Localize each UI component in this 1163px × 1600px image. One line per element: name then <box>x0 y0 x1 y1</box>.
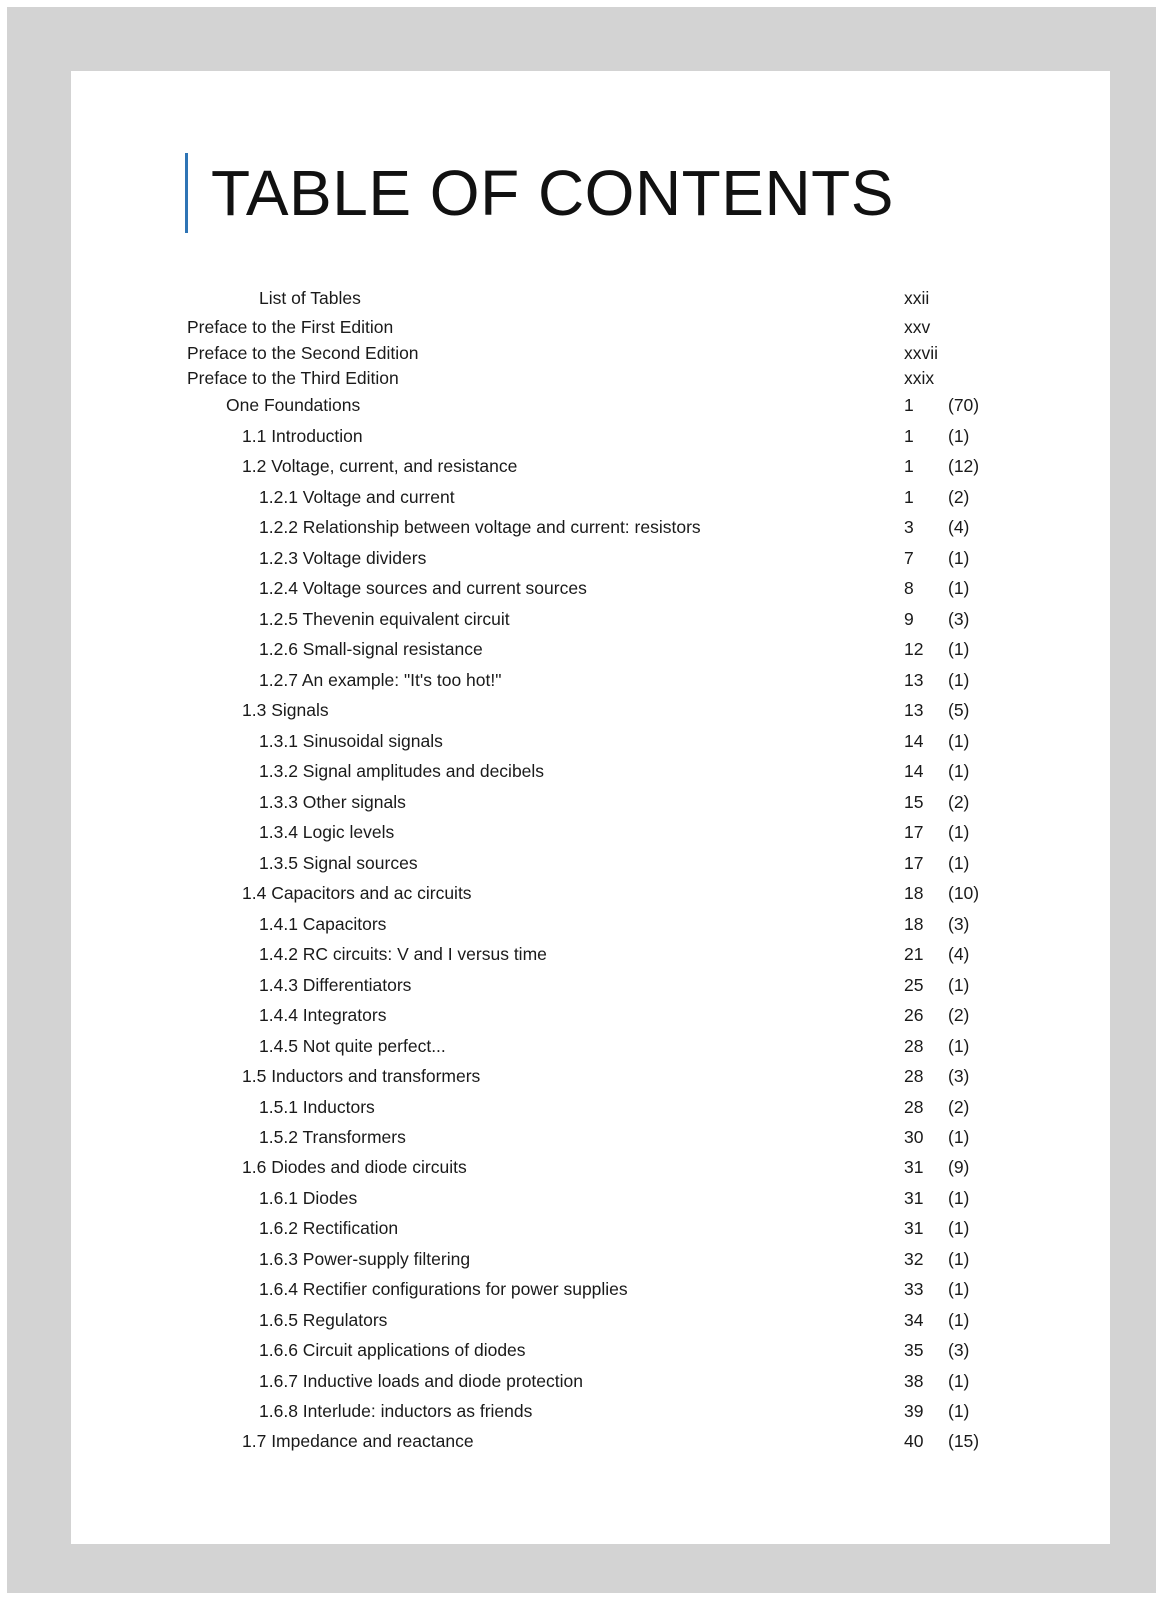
toc-entry-page-number: 26 <box>904 1005 924 1025</box>
toc-entry[interactable] <box>71 1276 1110 1306</box>
toc-entry-page-number: 17 <box>904 822 924 842</box>
toc-entry-page-count: (5) <box>948 700 970 720</box>
toc-entry-page-count: (3) <box>948 1340 970 1360</box>
toc-entry-page-number: 39 <box>904 1401 924 1421</box>
toc-entry-page-count: (9) <box>948 1157 970 1177</box>
toc-entry-page-count: (1) <box>948 1218 970 1238</box>
toc-entry-page-count: (2) <box>948 792 970 812</box>
toc-entry-page-count: (1) <box>948 1371 970 1391</box>
toc-entry-page-number: 15 <box>904 792 924 812</box>
toc-entry-label: 1.4.1 Capacitors <box>259 914 387 934</box>
toc-entry-page-count: (1) <box>948 548 970 568</box>
toc-entry-page-number: 30 <box>904 1127 924 1147</box>
document-page <box>71 71 1110 1544</box>
toc-entry[interactable] <box>71 1307 1110 1337</box>
toc-entry-page-count: (1) <box>948 731 970 751</box>
toc-entry[interactable] <box>71 819 1110 849</box>
toc-entry-label: 1.2.7 An example: "It's too hot!" <box>259 670 502 690</box>
toc-entry-page-number: 38 <box>904 1371 924 1391</box>
toc-entry-page-count: (12) <box>948 456 980 476</box>
toc-entry-label: 1.6.1 Diodes <box>259 1188 358 1208</box>
toc-entry-label: 1.3.4 Logic levels <box>259 822 395 842</box>
toc-entry-label: 1.2.5 Thevenin equivalent circuit <box>259 609 510 629</box>
toc-entry-page-number: 35 <box>904 1340 924 1360</box>
toc-entry-page-number: 25 <box>904 975 924 995</box>
toc-entry[interactable] <box>71 453 1110 483</box>
toc-entry-label: 1.1 Introduction <box>242 426 363 446</box>
toc-entry-page-count: (1) <box>948 426 970 446</box>
toc-entry-label: 1.4.4 Integrators <box>259 1005 387 1025</box>
toc-entry-label: 1.4.5 Not quite perfect... <box>259 1036 446 1056</box>
toc-entry-label: 1.4 Capacitors and ac circuits <box>242 883 472 903</box>
toc-entry[interactable] <box>71 789 1110 819</box>
toc-entry-page-number: 13 <box>904 700 924 720</box>
toc-entry-page-count: (70) <box>948 395 980 415</box>
toc-entry[interactable] <box>71 1185 1110 1215</box>
toc-entry-label: 1.6.8 Interlude: inductors as friends <box>259 1401 533 1421</box>
toc-entry[interactable] <box>71 1033 1110 1063</box>
toc-entry-page-number: xxvii <box>904 343 939 363</box>
toc-entry-label: 1.6 Diodes and diode circuits <box>242 1157 467 1177</box>
toc-entry-page-number: 7 <box>904 548 914 568</box>
page-title: TABLE OF CONTENTS <box>211 157 894 229</box>
toc-entry-label: 1.2.1 Voltage and current <box>259 487 455 507</box>
toc-entry-page-number: 34 <box>904 1310 924 1330</box>
toc-entry-page-count: (1) <box>948 1279 970 1299</box>
toc-entry-page-count: (1) <box>948 1127 970 1147</box>
toc-entry-label: 1.6.3 Power-supply filtering <box>259 1249 471 1269</box>
toc-entry-page-number: 9 <box>904 609 914 629</box>
toc-entry[interactable] <box>71 636 1110 666</box>
toc-entry-page-number: 18 <box>904 914 924 934</box>
toc-entry-page-number: 8 <box>904 578 914 598</box>
toc-entry-page-number: xxix <box>904 368 935 388</box>
toc-entry[interactable] <box>71 423 1110 453</box>
toc-entry-page-count: (1) <box>948 853 970 873</box>
toc-entry-page-count: (1) <box>948 1310 970 1330</box>
toc-entry[interactable] <box>71 1246 1110 1276</box>
toc-entry-label: 1.5 Inductors and transformers <box>242 1066 481 1086</box>
toc-entry-label: 1.5.1 Inductors <box>259 1097 375 1117</box>
toc-entry[interactable] <box>71 606 1110 636</box>
toc-entry-page-count: (1) <box>948 1401 970 1421</box>
toc-entry[interactable] <box>71 365 1110 395</box>
toc-entry-page-number: 1 <box>904 487 914 507</box>
toc-entry-page-number: 14 <box>904 761 924 781</box>
toc-entry-label: List of Tables <box>259 288 361 308</box>
toc-entry-page-count: (4) <box>948 517 970 537</box>
toc-entry-page-count: (3) <box>948 609 970 629</box>
toc-entry-label: Preface to the Third Edition <box>187 368 399 388</box>
toc-entry-label: 1.2 Voltage, current, and resistance <box>242 456 518 476</box>
toc-entry-page-number: 28 <box>904 1066 924 1086</box>
toc-entry-page-number: xxii <box>904 288 930 308</box>
toc-entry[interactable] <box>71 911 1110 941</box>
toc-entry[interactable] <box>71 1398 1110 1428</box>
toc-entry[interactable] <box>71 1154 1110 1184</box>
toc-entry-label: 1.3.1 Sinusoidal signals <box>259 731 443 751</box>
toc-entry[interactable] <box>71 1002 1110 1032</box>
toc-entry-label: One Foundations <box>226 395 361 415</box>
toc-entry-page-count: (3) <box>948 914 970 934</box>
toc-entry[interactable] <box>71 1337 1110 1367</box>
toc-entry-page-number: 33 <box>904 1279 924 1299</box>
toc-entry-page-number: 3 <box>904 517 914 537</box>
toc-entry-page-number: 1 <box>904 426 914 446</box>
toc-entry-page-count: (1) <box>948 822 970 842</box>
toc-entry-page-count: (3) <box>948 1066 970 1086</box>
toc-entry[interactable] <box>71 1368 1110 1398</box>
toc-entry-page-number: 1 <box>904 395 914 415</box>
toc-entry-page-number: 1 <box>904 456 914 476</box>
toc-entry[interactable] <box>71 484 1110 514</box>
toc-entry-page-count: (2) <box>948 1005 970 1025</box>
toc-entry[interactable] <box>71 1124 1110 1154</box>
toc-entry-page-number: 28 <box>904 1097 924 1117</box>
toc-entry-page-number: 40 <box>904 1431 924 1451</box>
toc-entry-page-number: 31 <box>904 1157 924 1177</box>
toc-entry-page-number: 14 <box>904 731 924 751</box>
toc-entry-label: 1.3.3 Other signals <box>259 792 406 812</box>
toc-entry-page-number: 18 <box>904 883 924 903</box>
toc-entry-page-number: 21 <box>904 944 924 964</box>
toc-entry[interactable] <box>71 758 1110 788</box>
toc-entry-page-count: (1) <box>948 639 970 659</box>
toc-entry-label: 1.7 Impedance and reactance <box>242 1431 474 1451</box>
toc-entry-label: 1.6.2 Rectification <box>259 1218 399 1238</box>
toc-entry-page-count: (10) <box>948 883 980 903</box>
toc-entry-label: Preface to the First Edition <box>187 317 394 337</box>
page-frame <box>7 7 1156 1593</box>
toc-entry[interactable] <box>71 697 1110 727</box>
toc-entry[interactable] <box>71 1063 1110 1093</box>
toc-entry-page-number: 17 <box>904 853 924 873</box>
toc-entry-page-count: (2) <box>948 1097 970 1117</box>
toc-entry[interactable] <box>71 972 1110 1002</box>
toc-entry-page-count: (2) <box>948 487 970 507</box>
toc-entry[interactable] <box>71 575 1110 605</box>
toc-entry-page-number: 12 <box>904 639 924 659</box>
toc-list <box>71 71 1110 1481</box>
toc-entry-page-number: 31 <box>904 1218 924 1238</box>
toc-entry-page-count: (1) <box>948 670 970 690</box>
toc-entry[interactable] <box>71 545 1110 575</box>
toc-entry-label: 1.6.5 Regulators <box>259 1310 388 1330</box>
toc-entry-label: 1.5.2 Transformers <box>259 1127 406 1147</box>
toc-entry-label: 1.6.7 Inductive loads and diode protection <box>259 1371 583 1391</box>
toc-entry-page-count: (1) <box>948 578 970 598</box>
toc-entry-page-count: (1) <box>948 761 970 781</box>
toc-entry-page-count: (1) <box>948 1036 970 1056</box>
toc-entry-page-number: 13 <box>904 670 924 690</box>
toc-entry-label: Preface to the Second Edition <box>187 343 419 363</box>
toc-entry[interactable] <box>71 667 1110 697</box>
toc-entry[interactable] <box>71 392 1110 422</box>
toc-entry[interactable] <box>71 850 1110 880</box>
toc-entry-page-count: (1) <box>948 1188 970 1208</box>
toc-entry-page-count: (1) <box>948 975 970 995</box>
toc-entry-page-number: xxv <box>904 317 931 337</box>
toc-entry-label: 1.3 Signals <box>242 700 329 720</box>
toc-entry-page-count: (15) <box>948 1431 980 1451</box>
toc-entry[interactable] <box>71 880 1110 910</box>
toc-entry-label: 1.2.4 Voltage sources and current sources <box>259 578 587 598</box>
toc-entry-page-count: (1) <box>948 1249 970 1269</box>
toc-entry-page-number: 32 <box>904 1249 924 1269</box>
toc-entry[interactable] <box>71 1428 1110 1458</box>
toc-entry-label: 1.2.3 Voltage dividers <box>259 548 427 568</box>
toc-entry-label: 1.4.3 Differentiators <box>259 975 412 995</box>
toc-entry-label: 1.2.2 Relationship between voltage and current: resistors <box>259 517 701 537</box>
toc-entry-label: 1.2.6 Small-signal resistance <box>259 639 483 659</box>
toc-entry[interactable] <box>71 1094 1110 1124</box>
toc-entry-label: 1.4.2 RC circuits: V and I versus time <box>259 944 547 964</box>
toc-entry-label: 1.3.2 Signal amplitudes and decibels <box>259 761 545 781</box>
toc-entry-label: 1.6.6 Circuit applications of diodes <box>259 1340 526 1360</box>
toc-entry-page-number: 28 <box>904 1036 924 1056</box>
toc-entry[interactable] <box>71 941 1110 971</box>
toc-entry-page-count: (4) <box>948 944 970 964</box>
toc-entry[interactable] <box>71 1215 1110 1245</box>
toc-entry[interactable] <box>71 285 1110 315</box>
toc-entry[interactable] <box>71 514 1110 544</box>
toc-entry-label: 1.3.5 Signal sources <box>259 853 418 873</box>
toc-entry-page-number: 31 <box>904 1188 924 1208</box>
toc-entry[interactable] <box>71 728 1110 758</box>
toc-entry-label: 1.6.4 Rectifier configurations for power supplies <box>259 1279 628 1299</box>
